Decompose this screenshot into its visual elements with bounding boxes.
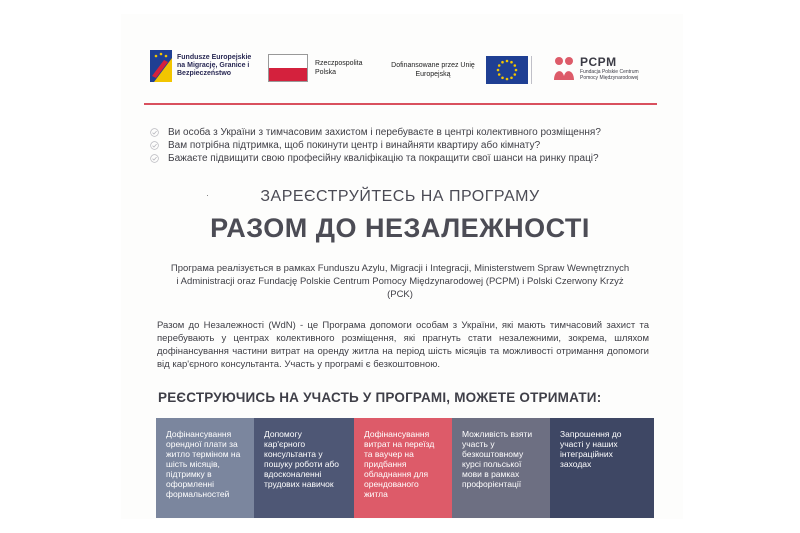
pcpm-title: PCPM bbox=[580, 55, 617, 69]
polish-flag-icon bbox=[268, 54, 308, 82]
check-circle-icon bbox=[150, 141, 159, 150]
eu-logo-text: Dofinansowane przez Unię Europejską bbox=[391, 62, 475, 78]
benefit-cards bbox=[156, 418, 654, 518]
question-text: Бажаєте підвищити свою професійну кваліфікацію та покращити свої шанси на ринку праці? bbox=[168, 152, 599, 164]
benefit-card-moving: Дофінансування витрат на переїзд та ваучер на придбання обладнання для орендованого житла bbox=[354, 418, 452, 518]
header-divider bbox=[144, 103, 657, 105]
benefit-card-rent: Дофінансування орендної плати за житло терміном на шість місяців, підтримку в оформленні формальностей bbox=[156, 418, 254, 518]
benefit-card-language: Можливість взяти участь у безкоштовному курсі польської мови в рамках профорієнтації bbox=[452, 418, 550, 518]
pcpm-emblem-icon bbox=[552, 54, 576, 82]
benefit-card-integration: Запрошення до участі у наших інтеграційних заходах bbox=[550, 418, 654, 518]
question-text: Вам потрібна підтримка, щоб покинути центр і винайняти квартиру або кімнату? bbox=[168, 139, 541, 151]
program-description: Разом до Незалежності (WdN) - це Програма допомоги особам з України, які мають тимчасовий захист та перебувають у центрах колективного розміщення, які прагнуть стати незалежними, зокрема, шляхом дофінансування частини витрат на оренду житла на період шість місяців та можливості отримання допомоги від кар'єрного консультанта. Участь у програмі є безкоштовною. bbox=[157, 320, 649, 370]
check-circle-icon bbox=[150, 154, 159, 163]
rp-logo-text: Rzeczpospolita Polska bbox=[315, 60, 363, 76]
rp-logo bbox=[268, 54, 370, 82]
benefits-heading: РЕЄСТРУЮЧИСЬ НА УЧАСТЬ У ПРОГРАМІ, МОЖЕТЕ ОТРИМАТИ: bbox=[158, 390, 602, 405]
pcpm-logo bbox=[552, 54, 652, 82]
question-text: Ви особа з України з тимчасовим захистом і перебуваєте в центрі колективного розміщення? bbox=[168, 126, 601, 138]
logo-bar bbox=[150, 50, 660, 90]
eu-flag-icon bbox=[486, 56, 528, 84]
question-item bbox=[150, 139, 650, 152]
question-list bbox=[150, 126, 650, 165]
pcpm-subtitle: Fundacja Polskie Centrum Pomocy Międzynarodowej bbox=[580, 69, 639, 81]
fe-logo-text: Fundusze Europejskie na Migrację, Granice i Bezpieczeństwo bbox=[177, 54, 252, 77]
benefit-card-career: Допомогу кар'єрного консультанта у пошуку роботи або вдосконаленні трудових навичок bbox=[254, 418, 354, 518]
fe-logo bbox=[150, 50, 259, 82]
implementation-text: Програма реалізується в рамках Funduszu Azylu, Migracji i Integracji, Ministerstwem Spraw Wewnętrznych i Administracji oraz Fundację Polskie Centrum Pomocy Międzynarodowej (PCPM) i Polski Czerwony Krzyż (PCK) bbox=[170, 263, 630, 300]
check-circle-icon bbox=[150, 128, 159, 137]
register-subtitle: ЗАРЕЄСТРУЙТЕСЬ НА ПРОГРАМУ bbox=[260, 188, 540, 205]
question-item bbox=[150, 152, 650, 165]
eu-logo bbox=[386, 56, 528, 84]
program-title: РАЗОМ ДО НЕЗАЛЕЖНОСТІ bbox=[210, 213, 590, 243]
eu-funds-emblem-icon bbox=[150, 50, 172, 82]
question-item bbox=[150, 126, 650, 139]
logo-divider bbox=[531, 56, 532, 84]
